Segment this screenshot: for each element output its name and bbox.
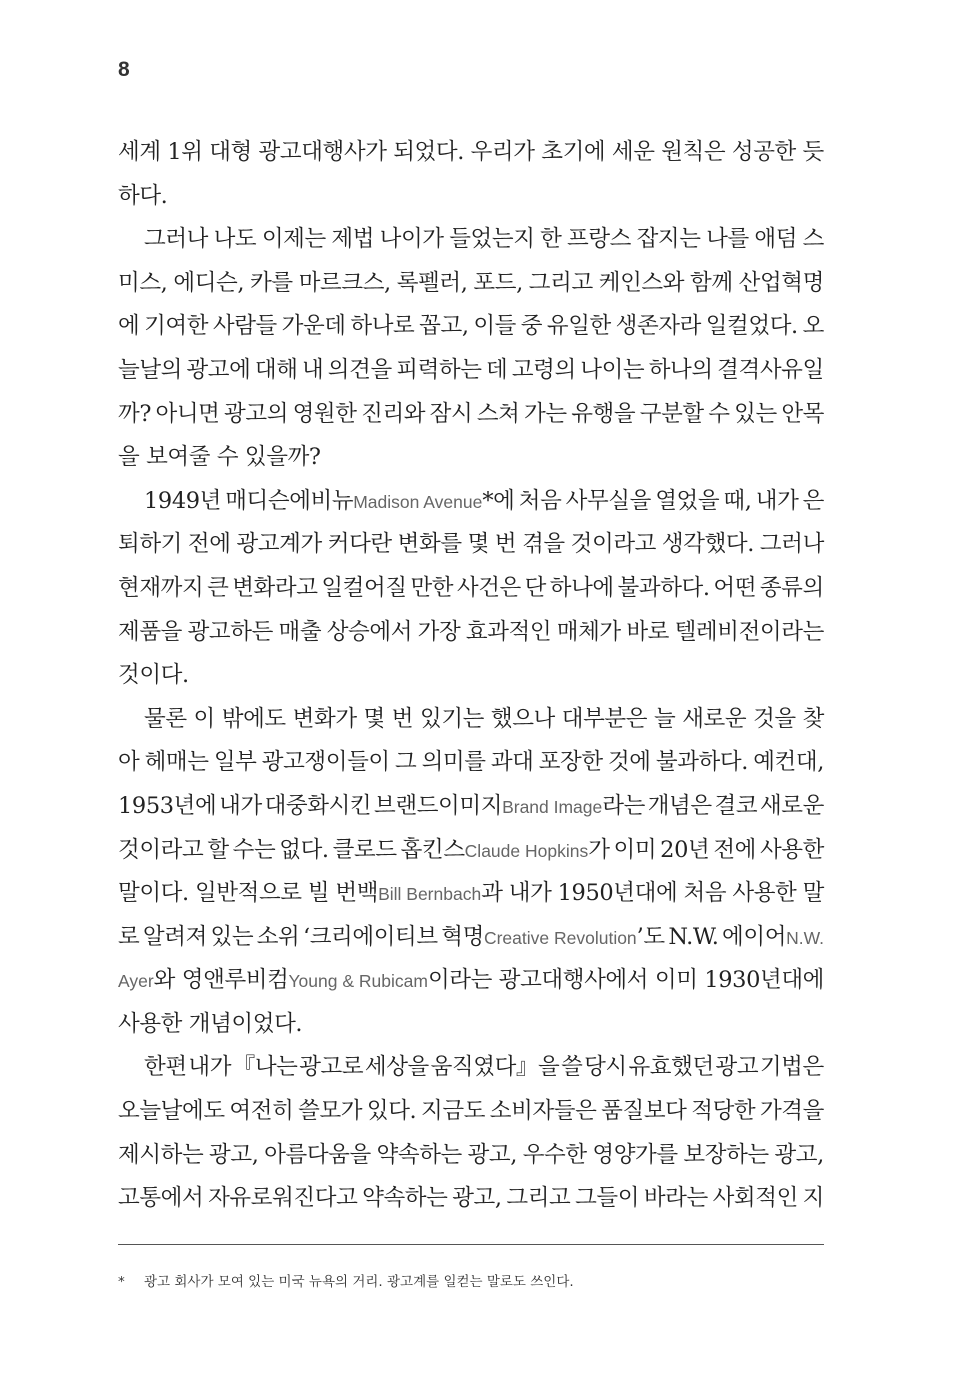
text-line xyxy=(118,1177,824,1221)
text-line xyxy=(118,1003,824,1047)
word-group: 포장한 xyxy=(538,749,603,776)
word-group: 수는 xyxy=(232,836,276,863)
word-group: 성공한 xyxy=(731,139,796,165)
word-group: Ayer와 xyxy=(118,967,176,994)
word-group: 혁명Creative Revolution’도 xyxy=(441,923,665,950)
word-group: 한편 xyxy=(144,1054,187,1081)
word-group: 광고대행사에서 xyxy=(498,967,649,994)
word-group: 영원한 xyxy=(292,400,357,427)
word-group: 구분할 xyxy=(639,400,704,427)
word-group: 당시 xyxy=(584,1054,627,1081)
word-group: 되었다. xyxy=(393,139,464,165)
body-text xyxy=(118,131,824,1221)
word-group: 한 xyxy=(540,226,562,253)
word-group: 가격을 xyxy=(759,1098,824,1125)
footnote-divider xyxy=(118,1244,824,1245)
word-group: 사용한 xyxy=(759,836,824,863)
word-group: 에이어N.W. xyxy=(722,923,824,950)
word-group: 그리고 xyxy=(528,269,593,296)
word-group: 록펠러, xyxy=(396,269,468,296)
text-line xyxy=(118,741,824,785)
text-line xyxy=(118,480,824,524)
word-group: 의견을 xyxy=(327,356,392,383)
word-group: 하나에 xyxy=(549,574,614,601)
word-group: 몇 xyxy=(363,705,385,732)
word-group: 여전히 xyxy=(229,1098,294,1125)
word-group: 자유로워진다고 xyxy=(208,1185,358,1212)
text-line xyxy=(118,872,824,916)
word-group: 데 xyxy=(486,356,508,383)
word-group: 우리가 xyxy=(470,139,535,165)
word-group: 예컨대, xyxy=(753,749,824,776)
word-group: 사람들 xyxy=(212,313,277,340)
word-group: 의미를 xyxy=(421,749,486,776)
text-run: 하다. xyxy=(118,182,168,209)
word-group: 하나의 xyxy=(648,356,713,383)
word-group: 생존자라 xyxy=(615,313,701,340)
word-group: 퇴하기 xyxy=(118,531,183,558)
word-group: 카를 xyxy=(250,269,293,296)
text-line xyxy=(118,1090,824,1134)
word-group: 매출 xyxy=(278,618,322,645)
word-group: 이들 xyxy=(473,313,517,340)
text-line xyxy=(118,654,824,698)
word-group: 기법은 xyxy=(759,1054,824,1081)
word-group: 찾 xyxy=(802,705,824,732)
word-group: 어떤 xyxy=(713,574,757,601)
word-group: 1949년 xyxy=(144,487,221,514)
word-group: 세운 xyxy=(611,139,655,165)
word-group: 광고의 xyxy=(224,400,289,427)
word-group: 아 xyxy=(118,749,140,776)
word-group: 말 xyxy=(802,880,824,907)
word-group: 품질보다 xyxy=(601,1098,687,1125)
text-line xyxy=(118,305,824,349)
word-group: 원칙은 xyxy=(661,139,726,165)
word-group: 세상을 xyxy=(364,1054,429,1081)
word-group: 광고계가 xyxy=(236,531,322,558)
word-group: 번 xyxy=(391,705,414,732)
text-line xyxy=(118,349,824,393)
word-group: 그리고 xyxy=(506,1185,571,1212)
word-group: 매디슨에비뉴Madison Avenue*에 xyxy=(225,487,515,514)
text-line xyxy=(118,785,824,829)
word-group: 세계 xyxy=(118,139,161,165)
text-run: 것이다. xyxy=(118,662,189,689)
word-group: 내가 xyxy=(219,792,262,819)
word-group: 사무실을 xyxy=(565,487,651,514)
word-group: 나이가 xyxy=(379,226,444,253)
word-group: 것이라고 xyxy=(570,531,657,558)
word-group: 보장하는 xyxy=(683,1141,769,1168)
word-group: 이미 xyxy=(613,836,657,863)
latin-term: N.W. xyxy=(786,927,824,948)
word-group: 알려져 xyxy=(142,923,207,950)
word-group: 사용한 xyxy=(732,880,797,907)
word-group: 내 xyxy=(302,356,324,383)
word-group: 내가 xyxy=(755,487,799,514)
text-run: 을 보여줄 수 있을까? xyxy=(118,444,321,471)
word-group: 쓸모가 xyxy=(298,1098,363,1125)
footnote-mark: * xyxy=(118,1274,125,1290)
word-group: 바로 xyxy=(626,618,670,645)
word-group: 피력하는 xyxy=(396,356,482,383)
word-group: 대중화시킨 xyxy=(264,792,372,819)
word-group: 일부 xyxy=(213,749,257,776)
word-group: 있기는 xyxy=(419,705,484,732)
latin-term: Madison Avenue xyxy=(353,491,483,512)
word-group: 새로운 xyxy=(682,705,747,732)
word-group: 유일한 xyxy=(546,313,611,340)
word-group: 사회적인 xyxy=(712,1185,798,1212)
word-group: 광고, xyxy=(467,1141,517,1168)
word-group: 것이라고 xyxy=(118,836,204,863)
word-group: 광고쟁이들이 xyxy=(261,749,390,776)
word-group: 있는 xyxy=(210,923,254,950)
word-group: 에 xyxy=(118,313,140,340)
latin-term: Ayer xyxy=(118,971,154,992)
word-group: 열었을 xyxy=(655,487,720,514)
word-group: 소위 xyxy=(256,923,300,950)
word-group: 늘날의 xyxy=(118,356,183,383)
text-line xyxy=(118,698,824,742)
word-group: 전에 xyxy=(713,836,756,863)
word-group: 이 xyxy=(193,705,215,732)
word-group: 나도 xyxy=(213,226,257,253)
word-group: 대부분은 xyxy=(561,705,648,732)
word-group: 『나는 xyxy=(232,1054,298,1081)
footnote-text: 광고 회사가 모여 있는 미국 뉴욕의 거리. 광고계를 일컫는 말로도 쓰인다. xyxy=(144,1274,574,1290)
word-group: 텔레비전이라는 xyxy=(674,618,824,645)
word-group: 마르크스, xyxy=(298,269,391,296)
word-group: 광고 xyxy=(715,1054,759,1081)
word-group: 일반적으로 xyxy=(194,880,302,907)
word-group: 할 xyxy=(207,836,229,863)
word-group: 대해 xyxy=(254,356,298,383)
word-group: 생각했다. xyxy=(661,531,755,558)
word-group: 과대 xyxy=(490,749,534,776)
latin-term: Creative Revolution xyxy=(483,927,637,948)
word-group: 우수한 xyxy=(522,1141,587,1168)
word-group: 약속하는 xyxy=(362,1185,448,1212)
word-group: 광고로 xyxy=(299,1054,364,1081)
word-group: 들었는지 xyxy=(449,226,535,253)
latin-term: Bill Bernbach xyxy=(378,884,482,905)
latin-term: Claude Hopkins xyxy=(464,840,589,861)
word-group: 아니면 xyxy=(155,400,220,427)
word-group: 1953년에 xyxy=(118,792,217,819)
word-group: 몇 xyxy=(467,531,489,558)
word-group: 큰 xyxy=(207,574,229,601)
word-group: 1위 xyxy=(167,139,203,165)
word-group: 가운데 xyxy=(281,313,346,340)
word-group: 은 xyxy=(802,487,824,514)
word-group: 수 xyxy=(708,400,730,427)
word-group: 이미 xyxy=(654,967,698,994)
text-run: 사용한 개념이었다. xyxy=(118,1010,303,1037)
text-line xyxy=(118,175,824,219)
word-group: 그 xyxy=(394,749,417,776)
word-group: 헤매는 xyxy=(144,749,209,776)
word-group: 스쳐 xyxy=(476,400,520,427)
word-group: 프랑스 xyxy=(567,226,632,253)
word-group: 지 xyxy=(802,1185,824,1212)
word-group: 전에 xyxy=(187,531,231,558)
word-group: 꼽고, xyxy=(419,313,469,340)
word-group: 변화라고 xyxy=(232,574,318,601)
word-group: 적당한 xyxy=(691,1098,756,1125)
word-group: 효과적인 xyxy=(465,618,552,645)
text-line xyxy=(118,218,824,262)
text-line xyxy=(118,611,824,655)
word-group: 움직였다』을 xyxy=(430,1054,560,1081)
text-line xyxy=(118,131,824,175)
word-group: 그들이 xyxy=(575,1185,640,1212)
latin-term: Young & Rubicam xyxy=(288,971,428,992)
word-group: 함께 xyxy=(690,269,733,296)
word-group: 약속하는 xyxy=(376,1141,462,1168)
word-group: 번 xyxy=(494,531,517,558)
word-group: 말이다. xyxy=(118,880,189,907)
word-group: 번백Bill Bernbach과 xyxy=(335,880,503,907)
word-group: 일컬었다. xyxy=(705,313,798,340)
word-group: 스 xyxy=(802,226,824,253)
word-group: 가장 xyxy=(417,618,461,645)
word-group: 포드, xyxy=(473,269,523,296)
word-group: 것을 xyxy=(753,705,796,732)
word-group: 소비자들은 xyxy=(489,1098,597,1125)
word-group: 바라는 xyxy=(643,1185,708,1212)
word-group: 처음 xyxy=(518,487,562,514)
word-group: 에디슨, xyxy=(173,269,245,296)
word-group: 케인스와 xyxy=(598,269,685,296)
word-group: 하나로 xyxy=(350,313,415,340)
word-group: 종류의 xyxy=(759,574,824,601)
word-group: 지금도 xyxy=(421,1098,486,1125)
word-group: N.W. xyxy=(668,923,719,950)
word-group: 제품을 xyxy=(118,618,183,645)
word-group: 것에 xyxy=(607,749,651,776)
word-group: 고령의 xyxy=(511,356,576,383)
word-group: 밖에도 xyxy=(221,705,286,732)
word-group: 일컬어질 xyxy=(321,574,407,601)
word-group: 로 xyxy=(118,923,140,950)
text-line xyxy=(118,567,824,611)
word-group: 내가 xyxy=(508,880,552,907)
word-group: 불과하다. xyxy=(617,574,710,601)
word-group: 커다란 xyxy=(327,531,392,558)
word-group: 듯 xyxy=(802,139,824,165)
word-group: 안목 xyxy=(781,400,824,427)
word-group: 제법 xyxy=(331,226,375,253)
latin-term: Brand Image xyxy=(502,796,603,817)
word-group: 나를 xyxy=(706,226,749,253)
word-group: 빌 xyxy=(307,880,330,907)
word-group: 제시하는 xyxy=(118,1141,204,1168)
word-group: 브랜드이미지Brand Image라는 xyxy=(374,792,645,819)
word-group: 유행을 xyxy=(571,400,636,427)
footnote xyxy=(118,1270,574,1290)
word-group: 이제는 xyxy=(261,226,326,253)
text-line xyxy=(118,436,824,480)
word-group: 있는 xyxy=(734,400,777,427)
word-group: 없다. xyxy=(279,836,329,863)
word-group: 아름다움을 xyxy=(264,1141,371,1168)
word-group: 겪을 xyxy=(522,531,565,558)
page-number: 8 xyxy=(118,58,130,81)
word-group: 광고에 xyxy=(186,356,251,383)
word-group: 결격사유일 xyxy=(717,356,824,383)
word-group: 가는 xyxy=(524,400,567,427)
word-group: 광고대행사가 xyxy=(258,139,387,165)
word-group: 중 xyxy=(520,313,543,340)
word-group: 내가 xyxy=(188,1054,232,1081)
word-group: 사건은 xyxy=(456,574,521,601)
word-group: 단 xyxy=(524,574,546,601)
word-group: 기여한 xyxy=(144,313,209,340)
word-group: 때, xyxy=(723,487,752,514)
word-group: 광고, xyxy=(209,1141,259,1168)
text-line xyxy=(118,393,824,437)
word-group: 그러나 xyxy=(144,226,209,253)
text-line xyxy=(118,523,824,567)
word-group: 영양가를 xyxy=(592,1141,678,1168)
text-line xyxy=(118,916,824,960)
word-group: 결코 xyxy=(714,792,758,819)
word-group: 새로운 xyxy=(759,792,824,819)
word-group: 그러나 xyxy=(759,531,824,558)
word-group: 고통에서 xyxy=(118,1185,204,1212)
word-group: 1930년대에 xyxy=(704,967,824,994)
word-group: 광고, xyxy=(774,1141,824,1168)
word-group: 미스, xyxy=(118,269,168,296)
word-group: 광고, xyxy=(452,1185,502,1212)
word-group: 매체가 xyxy=(556,618,621,645)
word-group: 만한 xyxy=(410,574,454,601)
text-line xyxy=(118,959,824,1003)
word-group: 쓸 xyxy=(561,1054,583,1081)
word-group: 늘 xyxy=(653,705,676,732)
word-group: 애덤 xyxy=(754,226,798,253)
word-group: 진리와 xyxy=(361,400,426,427)
word-group: 유효했던 xyxy=(628,1054,714,1081)
word-group: 잡지는 xyxy=(636,226,701,253)
word-group: 변화가 xyxy=(292,705,357,732)
word-group: 산업혁명 xyxy=(738,269,824,296)
word-group: 처음 xyxy=(683,880,727,907)
word-group: 까? xyxy=(118,400,151,427)
word-group: 대형 xyxy=(209,139,252,165)
word-group: 영앤루비컴Young & Rubicam이라는 xyxy=(181,967,492,994)
word-group: 변화를 xyxy=(397,531,462,558)
word-group: 오늘날에도 xyxy=(118,1098,225,1125)
word-group: 현재까지 xyxy=(118,574,204,601)
word-group: 클로드 xyxy=(332,836,397,863)
word-group: 상승에서 xyxy=(326,618,413,645)
text-line xyxy=(118,829,824,873)
word-group: 개념은 xyxy=(647,792,712,819)
word-group: 광고하든 xyxy=(187,618,273,645)
word-group: 있다. xyxy=(366,1098,417,1125)
word-group: 오 xyxy=(802,313,824,340)
word-group: 했으나 xyxy=(490,705,555,732)
word-group: 나이는 xyxy=(580,356,645,383)
text-line xyxy=(118,262,824,306)
text-line xyxy=(118,1134,824,1178)
word-group: ‘크리에이티브 xyxy=(302,923,438,950)
word-group: 초기에 xyxy=(541,139,606,165)
word-group: 20년 xyxy=(660,836,710,863)
word-group: 1950년대에 xyxy=(557,880,678,907)
word-group: 물론 xyxy=(144,705,187,732)
word-group: 홉킨스Claude Hopkins가 xyxy=(400,836,610,863)
word-group: 잠시 xyxy=(429,400,473,427)
text-line xyxy=(118,1046,824,1090)
word-group: 불과하다. xyxy=(655,749,748,776)
